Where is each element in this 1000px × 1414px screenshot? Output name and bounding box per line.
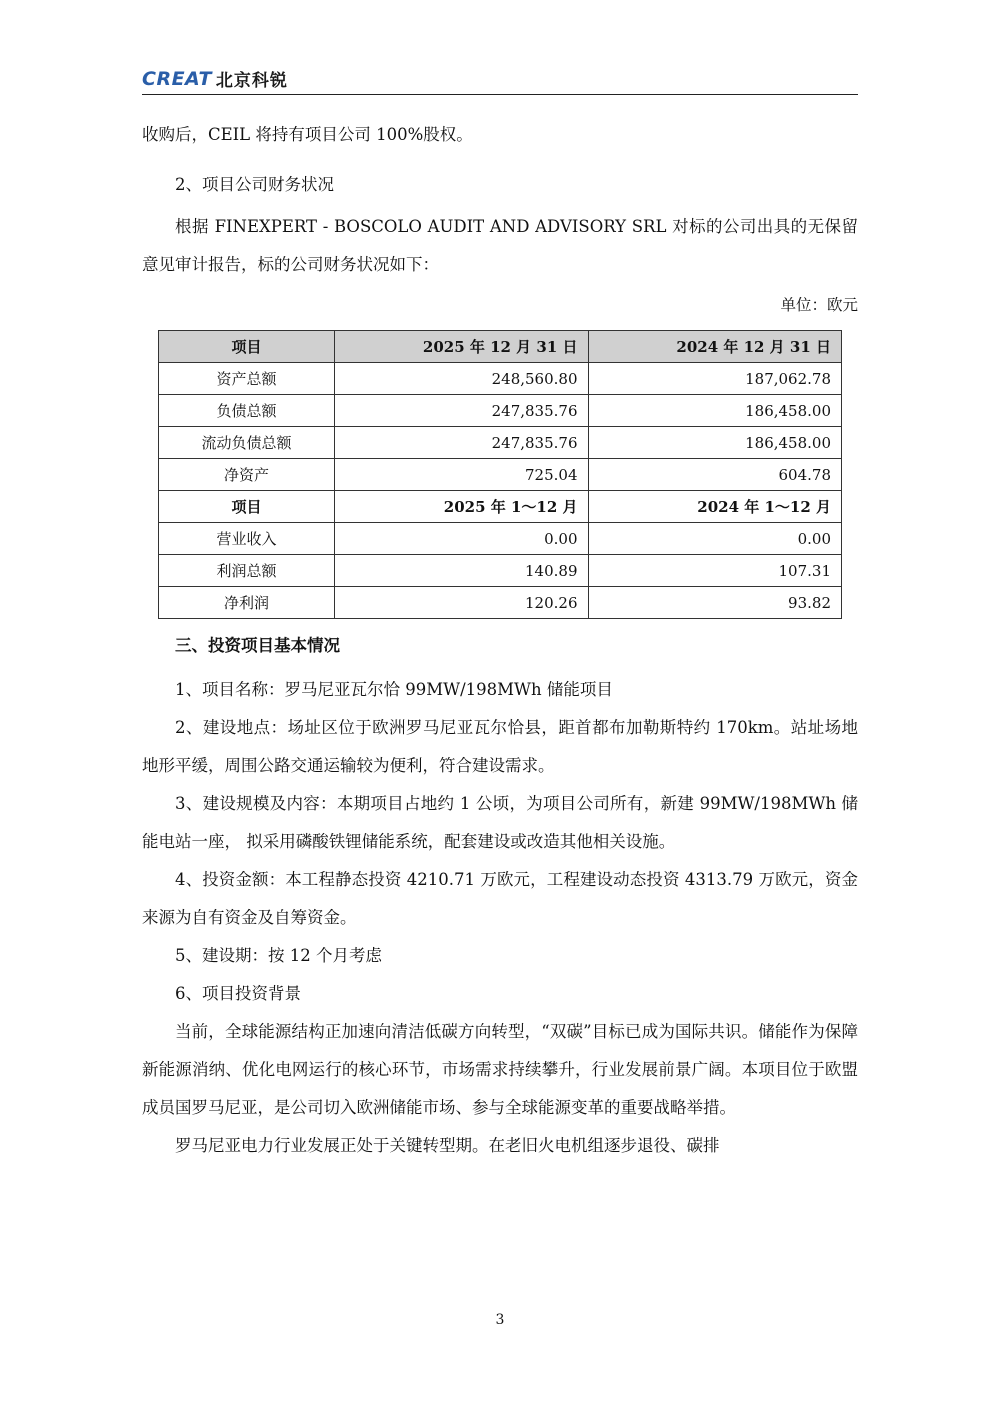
table-row [159,523,842,555]
row-value: 247,835.76 [335,395,589,427]
row-value: 247,835.76 [335,427,589,459]
row-value: 725.04 [335,459,589,491]
table-row [159,395,842,427]
item-project-name: 1、项目名称：罗马尼亚瓦尔恰 99MW/198MWh 储能项目 [175,680,613,699]
row-label: 资产总额 [159,363,335,395]
table-row [159,587,842,619]
table-header-cell: 项目 [159,331,335,363]
table-header-cell: 2024 年 1～12 月 [588,491,842,523]
table-row [159,555,842,587]
paragraph-background-2: 罗马尼亚电力行业发展正处于关键转型期。在老旧火电机组逐步退役、碳排 [175,1136,720,1155]
table-row [159,363,842,395]
row-value: 186,458.00 [588,427,842,459]
row-value: 248,560.80 [335,363,589,395]
table-header-cell: 2025 年 12 月 31 日 [335,331,589,363]
item-background-title: 6、项目投资背景 [175,984,301,1003]
table-header-cell: 项目 [159,491,335,523]
row-value: 187,062.78 [588,363,842,395]
row-label: 流动负债总额 [159,427,335,459]
row-value: 604.78 [588,459,842,491]
row-label: 净利润 [159,587,335,619]
item-investment: 4、投资金额：本工程静态投资 4210.71 万欧元，工程建设动态投资 4313.79 万欧元，资金来源为自有资金及自筹资金。 [142,870,858,927]
table-header-cell: 2025 年 1～12 月 [335,491,589,523]
section-2-title: 2、项目公司财务状况 [175,175,334,194]
unit-label: 单位：欧元 [780,296,858,314]
document-body [142,110,858,1165]
row-label: 负债总额 [159,395,335,427]
paragraph-background-1: 当前，全球能源结构正加速向清洁低碳方向转型，“双碳”目标已成为国际共识。储能作为保障新能源消纳、优化电网运行的核心环节，市场需求持续攀升，行业发展前景广阔。本项目位于欧盟成员国罗马尼亚，是公司切入欧洲储能市场、参与全球能源变革的重要战略举措。 [142,1022,858,1117]
item-construction-period: 5、建设期：按 12 个月考虑 [175,946,382,965]
row-label: 营业收入 [159,523,335,555]
financial-table [158,330,842,619]
section-3-heading: 三、投资项目基本情况 [175,636,340,655]
item-scale: 3、建设规模及内容：本期项目占地约 1 公顷，为项目公司所有，新建 99MW/198MWh 储能电站一座， 拟采用磷酸铁锂储能系统，配套建设或改造其他相关设施。 [142,794,858,851]
table-header-cell: 2024 年 12 月 31 日 [588,331,842,363]
logo-latin-text: CREAT [142,67,212,90]
row-value: 186,458.00 [588,395,842,427]
row-label: 利润总额 [159,555,335,587]
paragraph-audit: 根据 FINEXPERT - BOSCOLO AUDIT AND ADVISORY SRL 对标的公司出具的无保留意见审计报告，标的公司财务状况如下： [142,217,858,274]
logo-chinese-text: 北京科锐 [215,71,288,91]
page-number: 3 [495,1312,505,1328]
row-value: 93.82 [588,587,842,619]
table-row [159,459,842,491]
row-value: 0.00 [588,523,842,555]
row-value: 107.31 [588,555,842,587]
table-row [159,427,842,459]
table-header-row [159,331,842,363]
row-label: 净资产 [159,459,335,491]
row-value: 0.00 [335,523,589,555]
row-value: 140.89 [335,555,589,587]
paragraph-acquisition: 收购后，CEIL 将持有项目公司 100%股权。 [142,125,473,144]
item-location: 2、建设地点：场址区位于欧洲罗马尼亚瓦尔恰县，距首都布加勒斯特约 170km。站址场地地形平缓，周围公路交通运输较为便利，符合建设需求。 [142,718,858,775]
table-subheader-row [159,491,842,523]
row-value: 120.26 [335,587,589,619]
page-header [142,66,858,95]
company-logo [142,66,288,91]
